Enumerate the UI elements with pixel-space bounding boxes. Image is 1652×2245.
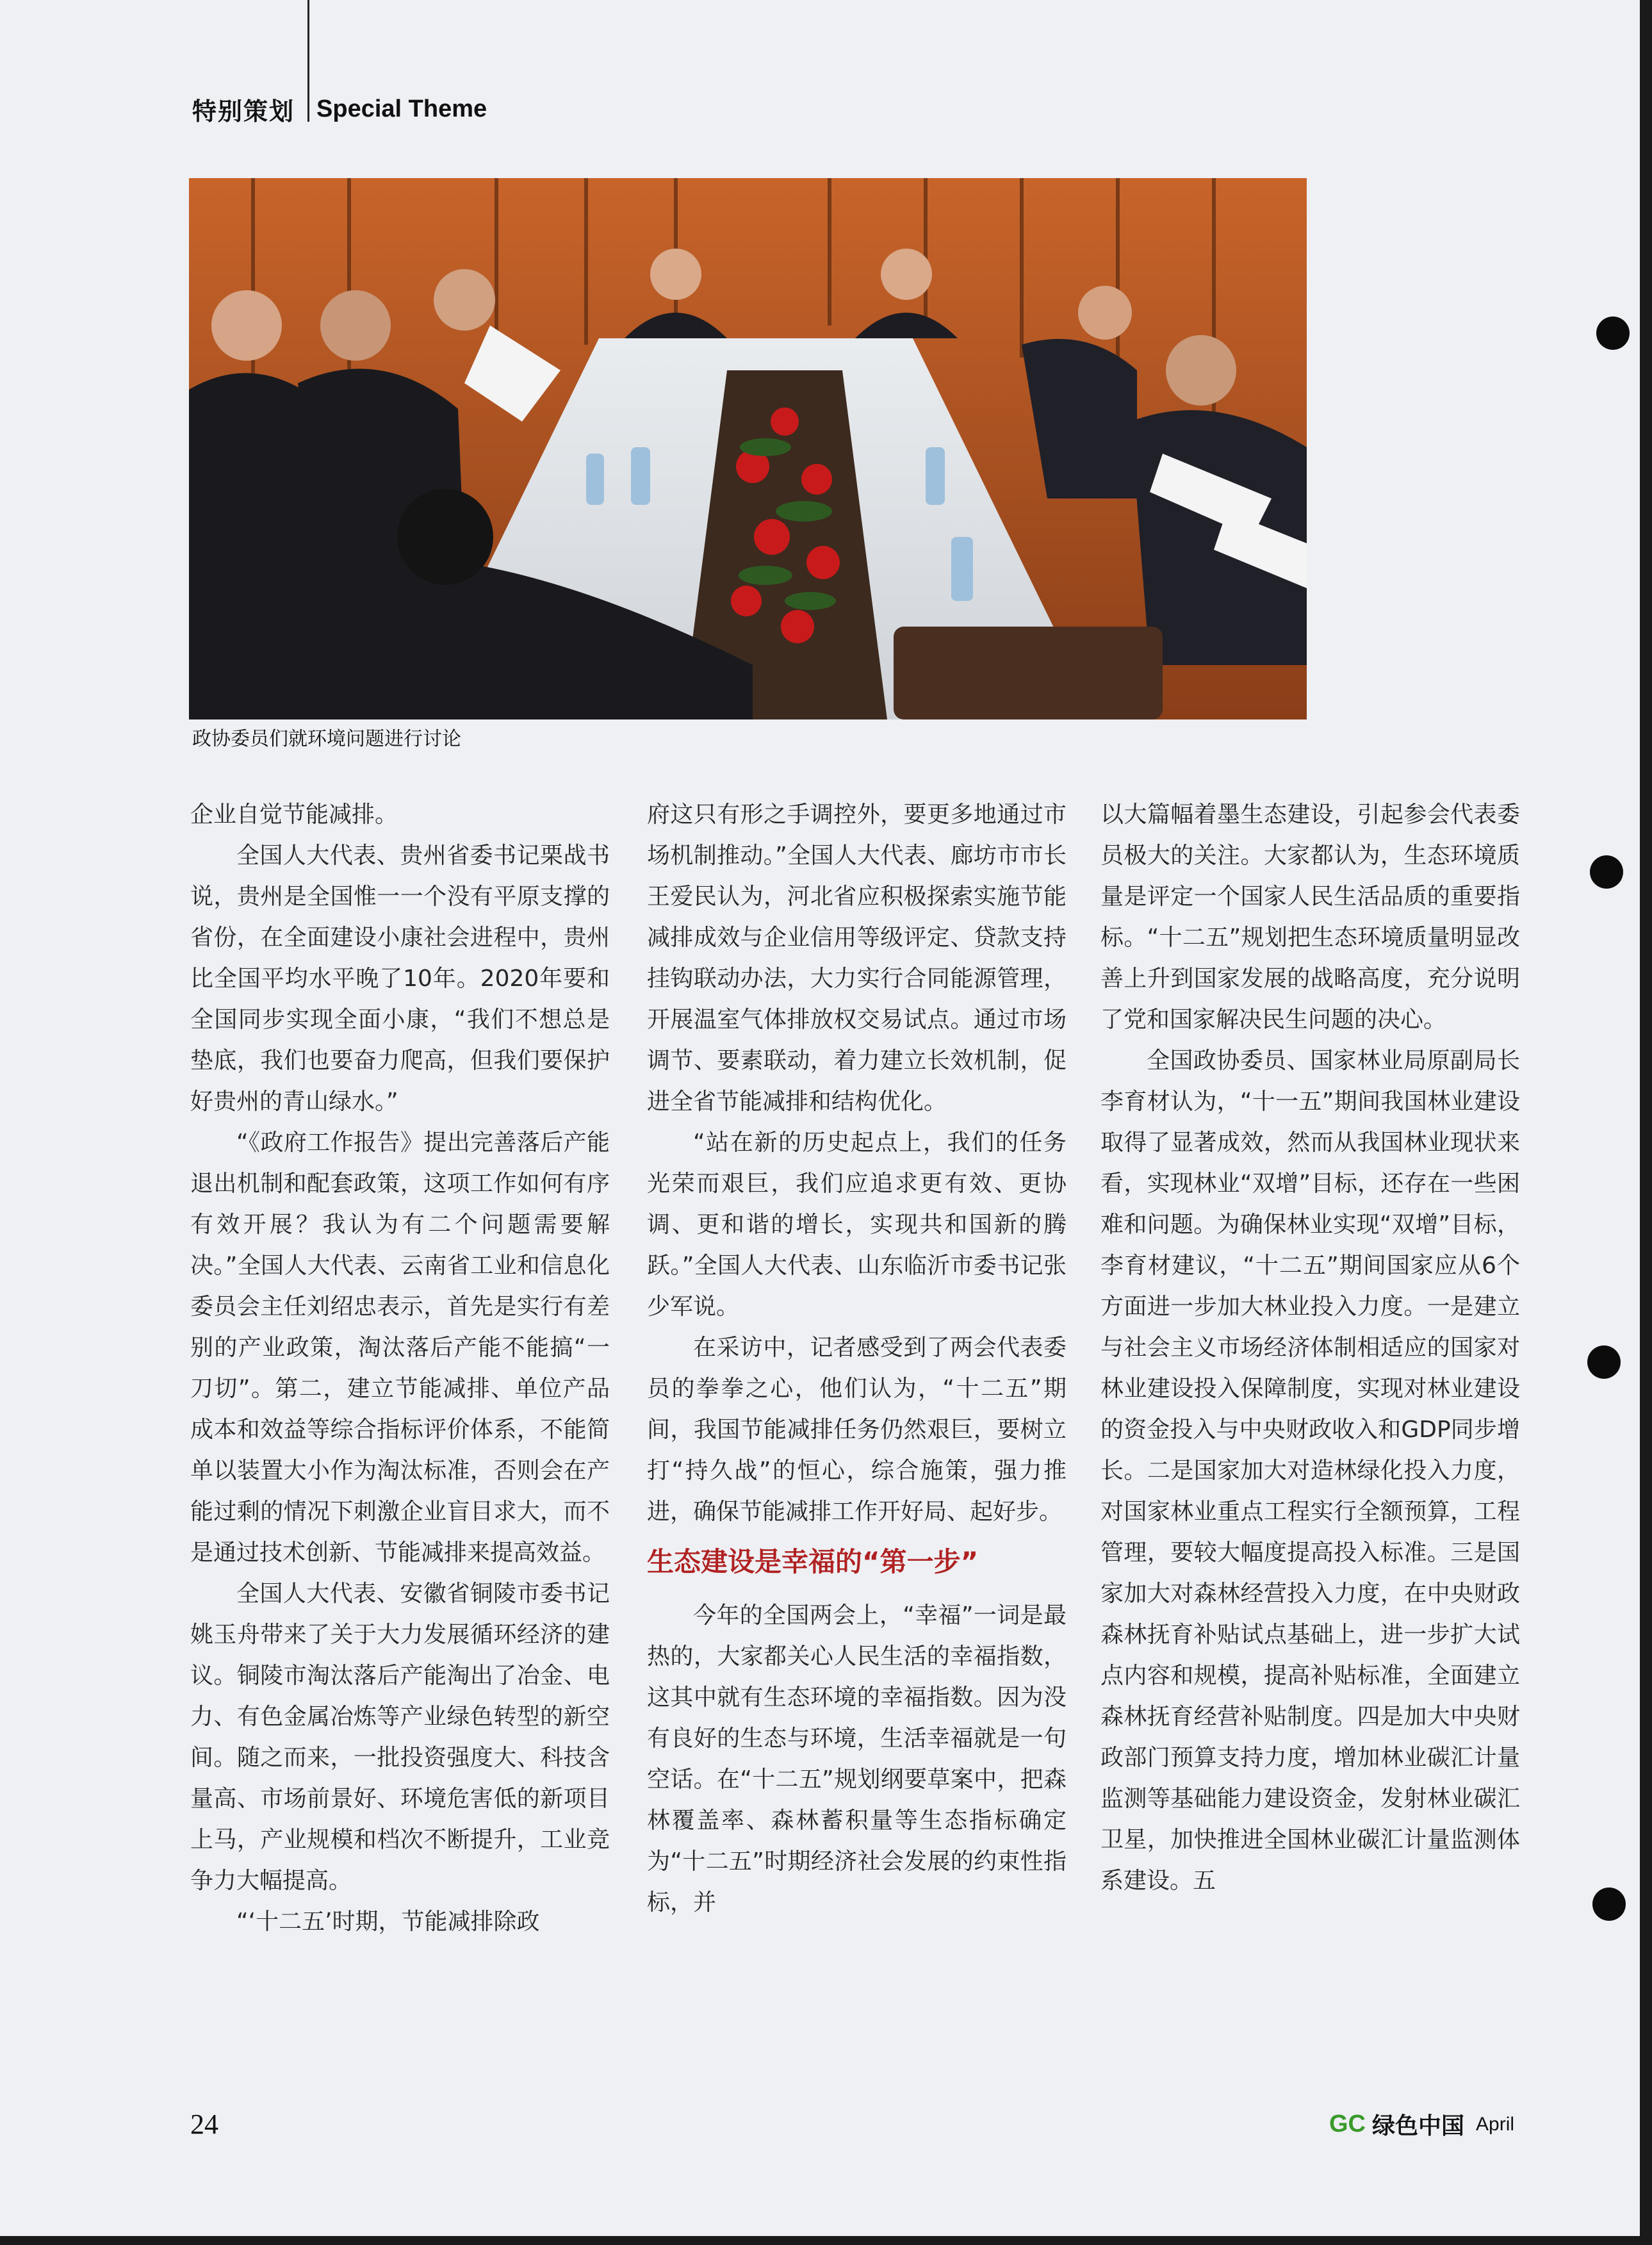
- paragraph: “站在新的历史起点上，我们的任务光荣而艰巨，我们应追求更有效、更协调、更和谐的增长，实现共和国新的腾跃。”全国人大代表、山东临沂市委书记张少军说。: [647, 1130, 1067, 1320]
- section-heading: 生态建设是幸福的“第一步”: [647, 1546, 979, 1577]
- issue-month: April: [1476, 2113, 1515, 2135]
- paragraph: 全国人大代表、贵州省委书记栗战书说，贵州是全国惟一一个没有平原支撑的省份，在全面建设小康社会进程中，贵州比全国平均水平晚了10年。2020年要和全国同步实现全面小康，“我们不想总是垫底，我们也要奋力爬高，但我们要保护好贵州的青山绿水。”: [190, 843, 610, 1115]
- binder-hole: [1587, 1345, 1621, 1379]
- paragraph: 全国政协委员、国家林业局原副局长李育材认为，“十一五”期间我国林业建设取得了显著成效，然而从我国林业现状来看，实现林业“双增”目标，还存在一些困难和问题。为确保林业实现“双增”目标，李育材建议，“十二五”期间国家应从6个方面进一步加大林业投入力度。一是建立与社会主义市场经济体制相适应的国家对林业建设投入保障制度，实现对林业建设的资金投入与中央财政收入和GDP同步增长。二是国家加大对造林绿化投入力度，对国家林业重点工程实行全额预算，工程管理，要较大幅度提高投入标准。三是国家加大对森林经营投入力度，在中央财政森林抚育补贴试点基础上，进一步扩大试点内容和规模，提高补贴标准，全面建立森林抚育经营补贴制度。四是加大中央财政部门预算支持力度，增加林业碳汇计量监测等基础能力建设资金，发射林业碳汇卫星，加快推进全国林业碳汇计量监测体系建设。五: [1100, 1048, 1520, 1894]
- section-title-cn: 特别策划: [192, 97, 295, 126]
- page-number: 24: [190, 2109, 218, 2140]
- paragraph: 企业自觉节能减排。: [190, 802, 398, 828]
- paragraph: 以大篇幅着墨生态建设，引起参会代表委员极大的关注。大家都认为，生态环境质量是评定一个国家人民生活品质的重要指标。“十二五”规划把生态环境质量明显改善上升到国家发展的战略高度，充分说明了党和国家解决民生问题的决心。: [1100, 802, 1520, 1033]
- meeting-photo-illustration: [189, 178, 1307, 720]
- magazine-brand: [1329, 2108, 1514, 2141]
- header-divider: [307, 0, 309, 122]
- paragraph: 全国人大代表、安徽省铜陵市委书记姚玉舟带来了关于大力发展循环经济的建议。铜陵市淘汰落后产能淘出了冶金、电力、有色金属冶炼等产业绿色转型的新空间。随之而来，一批投资强度大、科技含量高、市场前景好、环境危害低的新项目上马，产业规模和档次不断提升，工业竞争力大幅提高。: [190, 1581, 610, 1894]
- paragraph: “《政府工作报告》提出完善落后产能退出机制和配套政策，这项工作如何有序有效开展？我认为有二个问题需要解决。”全国人大代表、云南省工业和信息化委员会主任刘绍忠表示，首先是实行有差别的产业政策，淘汰落后产能不能搞“一刀切”。第二，建立节能减排、单位产品成本和效益等综合指标评价体系，不能简单以装置大小作为淘汰标准，否则会在产能过剩的情况下刺激企业盲目求大，而不是通过技术创新、节能减排来提高效益。: [190, 1130, 610, 1566]
- meeting-photo: [189, 178, 1307, 720]
- magazine-logo: GC: [1329, 2110, 1366, 2137]
- paragraph: 在采访中，记者感受到了两会代表委员的拳拳之心，他们认为，“十二五”期间，我国节能减排任务仍然艰巨，要树立打“持久战”的恒心，综合施策，强力推进，确保节能减排工作开好局、起好步。: [647, 1335, 1067, 1525]
- article-column-2: [647, 794, 1067, 1923]
- binder-hole: [1596, 317, 1630, 350]
- binder-hole: [1592, 1887, 1626, 1921]
- binder-hole: [1590, 855, 1623, 889]
- paragraph: 府这只有形之手调控外，要更多地通过市场机制推动。”全国人大代表、廊坊市市长王爱民认为，河北省应积极探索实施节能减排成效与企业信用等级评定、贷款支持挂钩联动办法，大力实行合同能源管理，开展温室气体排放权交易试点。通过市场调节、要素联动，着力建立长效机制，促进全省节能减排和结构优化。: [647, 802, 1067, 1115]
- article-column-3: [1100, 794, 1520, 1902]
- section-title-en: Special Theme: [316, 95, 487, 122]
- article-column-1: [190, 794, 610, 1943]
- paragraph: “‘十二五’时期，节能减排除政: [236, 1909, 540, 1935]
- section-header: [192, 90, 487, 128]
- photo-caption: 政协委员们就环境问题进行讨论: [192, 728, 461, 750]
- magazine-name: 绿色中国: [1372, 2113, 1465, 2139]
- paragraph: 今年的全国两会上，“幸福”一词是最热的，大家都关心人民生活的幸福指数，这其中就有生态环境的幸福指数。因为没有良好的生态与环境，生活幸福就是一句空话。在“十二五”规划纲要草案中，把森林覆盖率、森林蓄积量等生态指标确定为“十二五”时期经济社会发展的约束性指标，并: [647, 1602, 1067, 1916]
